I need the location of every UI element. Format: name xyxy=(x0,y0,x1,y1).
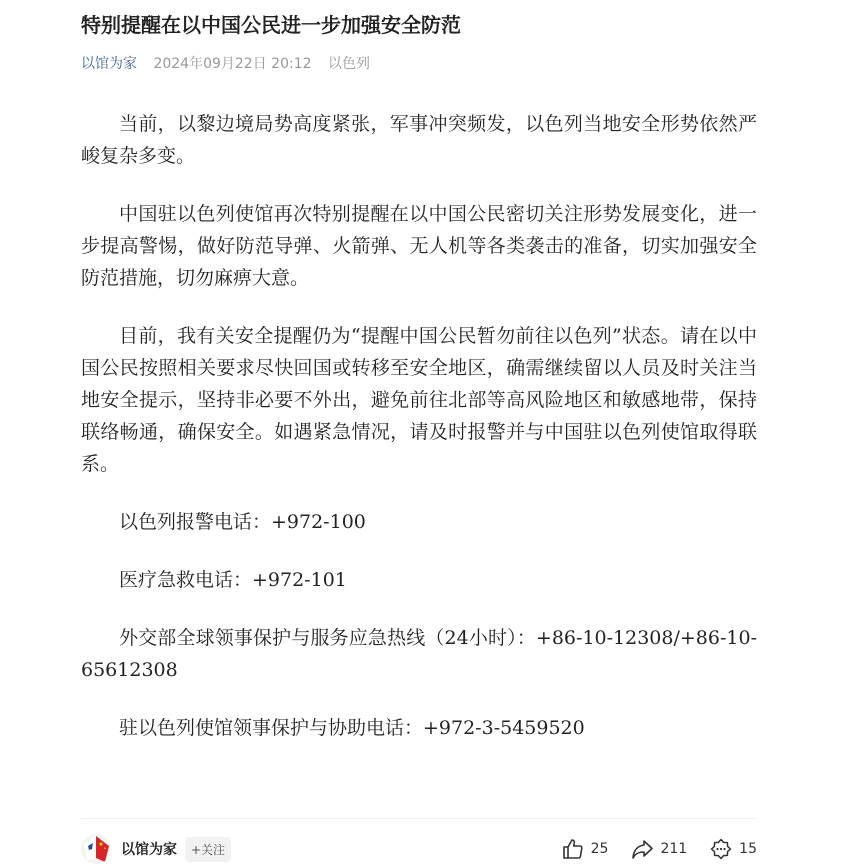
article-footer xyxy=(81,830,757,868)
paragraph: 中国驻以色列使馆再次特别提醒在以中国公民密切关注形势发展变化，进一步提高警惕，做好防范导弹、火箭弹、无人机等各类袭击的准备，切实加强安全防范措施，切勿麻痹大意。 xyxy=(81,203,757,289)
contact-ambulance: 医疗急救电话：+972-101 xyxy=(119,569,347,591)
share-count: 211 xyxy=(660,841,688,857)
paragraph: 当前，以黎边境局势高度紧张，军事冲突频发，以色列当地安全形势依然严峻复杂多变。 xyxy=(81,113,757,167)
comment-icon xyxy=(709,837,733,861)
publish-time: 2024年09月22日 20:12 xyxy=(153,56,312,72)
article-meta xyxy=(81,54,370,74)
contact-hotline: 外交部全球领事保护与服务应急热线（24小时）：+86-10-12308/+86-10-65612308 xyxy=(81,627,757,681)
like-count: 25 xyxy=(590,841,609,857)
contact-police: 以色列报警电话：+972-100 xyxy=(119,511,366,533)
flag-avatar-icon xyxy=(81,834,111,864)
like-button[interactable] xyxy=(561,837,609,861)
article-body xyxy=(81,108,757,770)
comment-count: 15 xyxy=(739,841,757,857)
action-bar xyxy=(539,837,757,861)
footer-divider xyxy=(81,818,757,819)
paragraph: 目前，我有关安全提醒仍为“提醒中国公民暂勿前往以色列”状态。请在以中国公民按照相关要求尽快回国或转移至安全地区，确需继续留以人员及时关注当地安全提示，坚持非必要不外出，避免前往北部等高风险地区和敏感地带，保持联络畅通，确保安全。如遇紧急情况，请及时报警并与中国驻以色列使馆取得联系。 xyxy=(81,325,757,475)
thumbs-up-icon xyxy=(561,837,585,861)
avatar[interactable] xyxy=(81,834,111,864)
author-name[interactable]: 以馆为家 xyxy=(121,842,177,858)
comment-button[interactable] xyxy=(709,837,757,861)
location-label: 以色列 xyxy=(327,56,370,72)
article-title: 特别提醒在以中国公民进一步加强安全防范 xyxy=(81,13,461,37)
follow-button[interactable]: +关注 xyxy=(185,837,231,862)
contact-embassy: 驻以色列使馆领事保护与协助电话：+972-3-5459520 xyxy=(119,717,585,739)
source-link[interactable]: 以馆为家 xyxy=(81,56,137,72)
share-button[interactable] xyxy=(630,837,687,861)
share-arrow-icon xyxy=(630,837,654,861)
